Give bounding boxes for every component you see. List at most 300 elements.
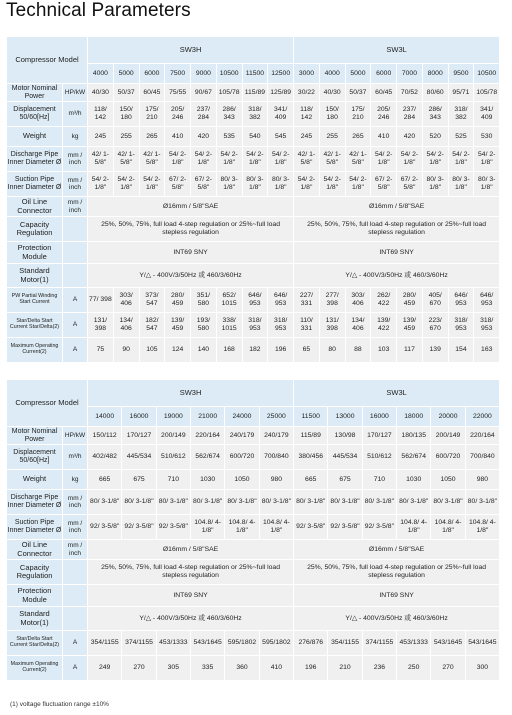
data-cell: 54/ 2-1/8" — [319, 172, 345, 197]
data-cell: 54/ 2-1/8" — [216, 147, 242, 172]
merged-cell: 25%, 50%, 75%, full load 4-step regulation or 25%~full load stepless regulation — [294, 217, 500, 242]
data-cell: 110/ 331 — [294, 313, 320, 338]
table-row — [7, 656, 500, 681]
data-cell: 54/ 2-1/8" — [345, 172, 371, 197]
merged-cell: INT69 SNY — [88, 242, 294, 264]
data-cell: 80/ 3-1/8" — [225, 490, 259, 515]
data-cell: 118/ 142 — [294, 102, 320, 127]
table-row — [7, 147, 500, 172]
row-label: Motor Nominal Power — [7, 427, 63, 445]
data-cell: 95/71 — [448, 84, 474, 102]
data-cell: 80/ 3-1/8" — [294, 490, 328, 515]
data-cell: 42/ 1-5/8" — [319, 147, 345, 172]
capacity-header: 5000 — [113, 64, 139, 84]
row-label: Maximum Operating Current(2) — [7, 338, 63, 363]
table-row — [7, 338, 500, 363]
data-cell: 196 — [294, 656, 328, 681]
table-row — [7, 540, 500, 560]
row-label: Star/Delta Start Current Star/Delta(2) — [7, 313, 63, 338]
data-cell: 150/112 — [88, 427, 122, 445]
data-cell: 453/1333 — [156, 631, 190, 656]
data-cell: 67/ 2-5/8" — [191, 172, 217, 197]
data-cell: 318/ 953 — [268, 313, 294, 338]
row-unit: mm / inch — [63, 147, 88, 172]
data-cell: 131/ 398 — [88, 313, 114, 338]
data-cell: 40/30 — [88, 84, 114, 102]
data-cell: 300 — [465, 656, 499, 681]
data-cell: 420 — [191, 127, 217, 147]
data-cell: 280/ 459 — [165, 288, 191, 313]
data-cell: 104.8/ 4-1/8" — [225, 515, 259, 540]
row-label: Standard Motor(1) — [7, 607, 63, 631]
capacity-header: 4000 — [88, 64, 114, 84]
data-cell: 80/ 3-1/8" — [191, 490, 225, 515]
row-unit: A — [63, 288, 88, 313]
data-cell: 595/1802 — [225, 631, 259, 656]
data-cell: 286/ 343 — [422, 102, 448, 127]
series-header-sw3l: SW3L — [294, 37, 500, 64]
capacity-header: 12500 — [268, 64, 294, 84]
data-cell: 710 — [362, 470, 396, 490]
data-cell: 92/ 3-5/8" — [328, 515, 362, 540]
data-cell: 42/ 1-5/8" — [139, 147, 165, 172]
data-cell: 410 — [259, 656, 293, 681]
data-cell: 338/ 1015 — [216, 313, 242, 338]
data-cell: 139/ 459 — [397, 313, 423, 338]
table-row — [7, 470, 500, 490]
data-cell: 286/ 343 — [216, 102, 242, 127]
capacity-header: 9000 — [191, 64, 217, 84]
data-cell: 520 — [422, 127, 448, 147]
data-cell: 50/37 — [113, 84, 139, 102]
data-cell: 42/ 1-5/8" — [294, 147, 320, 172]
data-cell: 240/179 — [259, 427, 293, 445]
data-cell: 405/ 670 — [422, 288, 448, 313]
table-row — [7, 585, 500, 607]
data-cell: 250 — [397, 656, 431, 681]
data-cell: 139/ 459 — [165, 313, 191, 338]
data-cell: 80/ 3-1/8" — [362, 490, 396, 515]
row-unit — [63, 560, 88, 585]
data-cell: 124 — [165, 338, 191, 363]
data-cell: 42/ 1-5/8" — [88, 147, 114, 172]
row-unit — [63, 242, 88, 264]
row-unit: mm / inch — [63, 490, 88, 515]
row-unit: mm / inch — [63, 172, 88, 197]
data-cell: 543/1645 — [191, 631, 225, 656]
table-row — [7, 84, 500, 102]
row-label: Weight — [7, 470, 63, 490]
data-cell: 600/720 — [225, 445, 259, 470]
series-header-sw3h: SW3H — [88, 37, 294, 64]
parameters-table-1 — [6, 36, 500, 363]
capacity-header: 14000 — [88, 407, 122, 427]
table-row — [7, 427, 500, 445]
data-cell: 80 — [319, 338, 345, 363]
row-unit — [63, 217, 88, 242]
row-label: PW Partial Winding Start Current — [7, 288, 63, 313]
data-cell: 92/ 3-5/8" — [156, 515, 190, 540]
capacity-header: 21000 — [191, 407, 225, 427]
capacity-header: 25000 — [259, 407, 293, 427]
row-unit: mm / inch — [63, 197, 88, 217]
data-cell: 980 — [259, 470, 293, 490]
capacity-header: 11500 — [294, 407, 328, 427]
data-cell: 545 — [268, 127, 294, 147]
row-unit: A — [63, 656, 88, 681]
merged-cell: INT69 SNY — [294, 585, 500, 607]
row-unit — [63, 607, 88, 631]
data-cell: 75/55 — [165, 84, 191, 102]
data-cell: 196 — [268, 338, 294, 363]
data-cell: 92/ 3-5/8" — [122, 515, 156, 540]
data-cell: 80/ 3-1/8" — [216, 172, 242, 197]
data-cell: 170/127 — [122, 427, 156, 445]
data-cell: 525 — [448, 127, 474, 147]
data-cell: 80/ 3-1/8" — [88, 490, 122, 515]
merged-cell: Y/△ - 400V/3/50Hz 或 460/3/60Hz — [294, 607, 500, 631]
data-cell: 373/ 547 — [139, 288, 165, 313]
series-header-sw3h: SW3H — [88, 380, 294, 407]
capacity-header: 20000 — [431, 407, 465, 427]
data-cell: 80/ 3-1/8" — [474, 172, 500, 197]
table-row — [7, 127, 500, 147]
data-cell: 318/ 382 — [448, 102, 474, 127]
data-cell: 351/ 580 — [191, 288, 217, 313]
data-cell: 80/ 3-1/8" — [122, 490, 156, 515]
merged-cell: Y/△ - 400V/3/50Hz 或 460/3/60Hz — [88, 607, 294, 631]
data-cell: 182/ 547 — [139, 313, 165, 338]
merged-cell: Y/△ - 400V/3/50Hz 或 460/3/60Hz — [294, 264, 500, 288]
data-cell: 646/ 953 — [242, 288, 268, 313]
row-unit: A — [63, 631, 88, 656]
page-title: Technical Parameters — [6, 0, 191, 21]
capacity-header: 10500 — [216, 64, 242, 84]
data-cell: 175/ 210 — [345, 102, 371, 127]
data-cell: 646/ 953 — [474, 288, 500, 313]
data-cell: 410 — [371, 127, 397, 147]
data-cell: 227/ 331 — [294, 288, 320, 313]
data-cell: 562/674 — [191, 445, 225, 470]
data-cell: 510/612 — [156, 445, 190, 470]
data-cell: 374/1155 — [362, 631, 396, 656]
capacity-header: 7000 — [397, 64, 423, 84]
data-cell: 80/ 3-1/8" — [422, 172, 448, 197]
data-cell: 42/ 1-5/8" — [345, 147, 371, 172]
row-unit: kg — [63, 470, 88, 490]
data-cell: 54/ 2-1/8" — [113, 172, 139, 197]
data-cell: 154 — [448, 338, 474, 363]
data-cell: 60/45 — [139, 84, 165, 102]
data-cell: 1030 — [397, 470, 431, 490]
data-cell: 277/ 398 — [319, 288, 345, 313]
data-cell: 60/45 — [371, 84, 397, 102]
data-cell: 182 — [242, 338, 268, 363]
data-cell: 54/ 2-1/8" — [191, 147, 217, 172]
table-row — [7, 288, 500, 313]
data-cell: 54/ 2-1/8" — [139, 172, 165, 197]
data-cell: 420 — [397, 127, 423, 147]
table-row — [7, 197, 500, 217]
capacity-header: 6000 — [371, 64, 397, 84]
row-unit: A — [63, 313, 88, 338]
data-cell: 105 — [139, 338, 165, 363]
data-cell: 240/179 — [225, 427, 259, 445]
data-cell: 276/876 — [294, 631, 328, 656]
data-cell: 335 — [191, 656, 225, 681]
data-cell: 543/1645 — [465, 631, 499, 656]
data-cell: 77/ 398 — [88, 288, 114, 313]
data-cell: 88 — [345, 338, 371, 363]
data-cell: 646/ 953 — [268, 288, 294, 313]
data-cell: 80/ 3-1/8" — [465, 490, 499, 515]
data-cell: 139 — [422, 338, 448, 363]
data-cell: 90/67 — [191, 84, 217, 102]
merged-cell: 25%, 50%, 75%, full load 4-step regulation or 25%~full load stepless regulation — [294, 560, 500, 585]
table-row — [7, 264, 500, 288]
data-cell: 170/127 — [362, 427, 396, 445]
data-cell: 175/ 210 — [139, 102, 165, 127]
data-cell: 54/ 2-1/8" — [448, 147, 474, 172]
row-label: Discharge Pipe Inner Diameter Ø — [7, 490, 63, 515]
capacity-header: 13000 — [328, 407, 362, 427]
data-cell: 104.8/ 4-1/8" — [465, 515, 499, 540]
data-cell: 562/674 — [397, 445, 431, 470]
data-cell: 54/ 2-1/8" — [165, 147, 191, 172]
data-cell: 270 — [431, 656, 465, 681]
data-cell: 237/ 284 — [397, 102, 423, 127]
data-cell: 1050 — [225, 470, 259, 490]
data-cell: 42/ 1-5/8" — [113, 147, 139, 172]
capacity-header: 10500 — [474, 64, 500, 84]
capacity-header: 7500 — [165, 64, 191, 84]
data-cell: 80/ 3-1/8" — [156, 490, 190, 515]
capacity-header: 3000 — [294, 64, 320, 84]
data-cell: 131/ 398 — [319, 313, 345, 338]
data-cell: 30/22 — [294, 84, 320, 102]
data-cell: 675 — [122, 470, 156, 490]
data-cell: 90 — [113, 338, 139, 363]
row-label: Standard Motor(1) — [7, 264, 63, 288]
data-cell: 104.8/ 4-1/8" — [397, 515, 431, 540]
data-cell: 245 — [294, 127, 320, 147]
data-cell: 150/ 180 — [113, 102, 139, 127]
data-cell: 75 — [88, 338, 114, 363]
data-cell: 54/ 2-1/8" — [397, 147, 423, 172]
footnote: (1) voltage fluctuation range ±10% — [10, 701, 109, 708]
capacity-header: 22000 — [465, 407, 499, 427]
data-cell: 270 — [122, 656, 156, 681]
merged-cell: Y/△ - 400V/3/50Hz 或 460/3/60Hz — [88, 264, 294, 288]
data-cell: 510/612 — [362, 445, 396, 470]
data-cell: 280/ 459 — [397, 288, 423, 313]
data-cell: 80/ 3-1/8" — [328, 490, 362, 515]
data-cell: 665 — [294, 470, 328, 490]
merged-cell: Ø16mm / 5/8"SAE — [294, 197, 500, 217]
capacity-header: 16000 — [122, 407, 156, 427]
data-cell: 220/164 — [465, 427, 499, 445]
data-cell: 236 — [362, 656, 396, 681]
row-unit: kg — [63, 127, 88, 147]
row-label: Maximum Operating Current(2) — [7, 656, 63, 681]
data-cell: 265 — [139, 127, 165, 147]
data-cell: 200/149 — [156, 427, 190, 445]
table-row — [7, 242, 500, 264]
data-cell: 104.8/ 4-1/8" — [191, 515, 225, 540]
data-cell: 360 — [225, 656, 259, 681]
data-cell: 980 — [465, 470, 499, 490]
data-cell: 40/30 — [319, 84, 345, 102]
data-cell: 80/60 — [422, 84, 448, 102]
data-cell: 303/ 406 — [113, 288, 139, 313]
data-cell: 54/ 2-1/8" — [242, 147, 268, 172]
data-cell: 646/ 953 — [448, 288, 474, 313]
row-label: Protection Module — [7, 242, 63, 264]
data-cell: 103 — [371, 338, 397, 363]
data-cell: 139/ 422 — [371, 313, 397, 338]
data-cell: 200/149 — [431, 427, 465, 445]
compressor-model-header: Compressor Model — [7, 37, 88, 84]
data-cell: 318/ 382 — [242, 102, 268, 127]
capacity-header: 6000 — [139, 64, 165, 84]
row-unit — [63, 264, 88, 288]
row-label: Displacement 50/60[Hz] — [7, 445, 63, 470]
data-cell: 341/ 409 — [474, 102, 500, 127]
merged-cell: Ø16mm / 5/8"SAE — [88, 197, 294, 217]
data-cell: 54/ 2-1/8" — [422, 147, 448, 172]
parameters-table-2 — [6, 379, 500, 681]
data-cell: 193/ 580 — [191, 313, 217, 338]
data-cell: 104.8/ 4-1/8" — [259, 515, 293, 540]
data-cell: 168 — [216, 338, 242, 363]
data-cell: 445/534 — [122, 445, 156, 470]
capacity-header: 19000 — [156, 407, 190, 427]
data-cell: 92/ 3-5/8" — [362, 515, 396, 540]
data-cell: 150/ 180 — [319, 102, 345, 127]
row-label: Capacity Regulation — [7, 560, 63, 585]
row-label: Displacement 50/60[Hz] — [7, 102, 63, 127]
capacity-header: 5000 — [345, 64, 371, 84]
row-label: Weight — [7, 127, 63, 147]
data-cell: 220/164 — [191, 427, 225, 445]
merged-cell: Ø16mm / 5/8"SAE — [294, 540, 500, 560]
data-cell: 54/ 2-1/8" — [294, 172, 320, 197]
table-row — [7, 445, 500, 470]
data-cell: 205/ 246 — [165, 102, 191, 127]
data-cell: 600/720 — [431, 445, 465, 470]
capacity-header: 9500 — [448, 64, 474, 84]
capacity-header: 11500 — [242, 64, 268, 84]
data-cell: 54/ 2-1/8" — [268, 147, 294, 172]
data-cell: 700/840 — [465, 445, 499, 470]
data-cell: 318/ 953 — [474, 313, 500, 338]
data-cell: 80/ 3-1/8" — [448, 172, 474, 197]
data-cell: 54/ 2-1/8" — [371, 147, 397, 172]
data-cell: 134/ 406 — [113, 313, 139, 338]
data-cell: 180/135 — [397, 427, 431, 445]
data-cell: 354/1155 — [328, 631, 362, 656]
capacity-header: 16000 — [362, 407, 396, 427]
data-cell: 303/ 406 — [345, 288, 371, 313]
capacity-header: 8000 — [422, 64, 448, 84]
data-cell: 265 — [345, 127, 371, 147]
merged-cell: INT69 SNY — [294, 242, 500, 264]
data-cell: 665 — [88, 470, 122, 490]
data-cell: 453/1333 — [397, 631, 431, 656]
data-cell: 54/ 2-1/8" — [474, 147, 500, 172]
data-cell: 50/37 — [345, 84, 371, 102]
series-header-sw3l: SW3L — [294, 380, 500, 407]
row-unit — [63, 585, 88, 607]
data-cell: 67/ 2-5/8" — [371, 172, 397, 197]
data-cell: 67/ 2-5/8" — [397, 172, 423, 197]
data-cell: 262/ 422 — [371, 288, 397, 313]
data-cell: 104.8/ 4-1/8" — [431, 515, 465, 540]
data-cell: 402/482 — [88, 445, 122, 470]
data-cell: 80/ 3-1/8" — [242, 172, 268, 197]
data-cell: 80/ 3-1/8" — [259, 490, 293, 515]
row-unit: mm / inch — [63, 540, 88, 560]
row-unit: m³/h — [63, 445, 88, 470]
table-row — [7, 313, 500, 338]
data-cell: 543/1645 — [431, 631, 465, 656]
row-label: Star/Delta Start Current Star/Delta(2) — [7, 631, 63, 656]
row-unit: A — [63, 338, 88, 363]
data-cell: 92/ 3-5/8" — [88, 515, 122, 540]
data-cell: 67/ 2-5/8" — [165, 172, 191, 197]
table-row — [7, 102, 500, 127]
capacity-header: 18000 — [397, 407, 431, 427]
data-cell: 305 — [156, 656, 190, 681]
table-row — [7, 607, 500, 631]
data-cell: 652/ 1015 — [216, 288, 242, 313]
data-cell: 118/ 142 — [88, 102, 114, 127]
table-row — [7, 490, 500, 515]
data-cell: 125/89 — [268, 84, 294, 102]
data-cell: 1030 — [191, 470, 225, 490]
data-cell: 237/ 284 — [191, 102, 217, 127]
row-label: Discharge Pipe Inner Diameter Ø — [7, 147, 63, 172]
data-cell: 223/ 670 — [422, 313, 448, 338]
data-cell: 54/ 2-1/8" — [88, 172, 114, 197]
table-row — [7, 515, 500, 540]
data-cell: 318/ 953 — [448, 313, 474, 338]
row-label: Oil Line Connector — [7, 540, 63, 560]
data-cell: 140 — [191, 338, 217, 363]
data-cell: 205/ 246 — [371, 102, 397, 127]
data-cell: 130/98 — [328, 427, 362, 445]
data-cell: 1050 — [431, 470, 465, 490]
row-unit: m³/h — [63, 102, 88, 127]
capacity-header: 4000 — [319, 64, 345, 84]
row-unit: HP/kW — [63, 84, 88, 102]
data-cell: 92/ 3-5/8" — [294, 515, 328, 540]
data-cell: 134/ 406 — [345, 313, 371, 338]
data-cell: 535 — [216, 127, 242, 147]
data-cell: 249 — [88, 656, 122, 681]
data-cell: 318/ 953 — [242, 313, 268, 338]
data-cell: 80/ 3-1/8" — [431, 490, 465, 515]
merged-cell: 25%, 50%, 75%, full load 4-step regulation or 25%~full load stepless regulation — [88, 217, 294, 242]
row-label: Suction Pipe Inner Diameter Ø — [7, 515, 63, 540]
data-cell: 80/ 3-1/8" — [268, 172, 294, 197]
data-cell: 595/1802 — [259, 631, 293, 656]
data-cell: 115/89 — [242, 84, 268, 102]
merged-cell: Ø16mm / 5/8"SAE — [88, 540, 294, 560]
data-cell: 255 — [113, 127, 139, 147]
data-cell: 380/456 — [294, 445, 328, 470]
data-cell: 354/1155 — [88, 631, 122, 656]
